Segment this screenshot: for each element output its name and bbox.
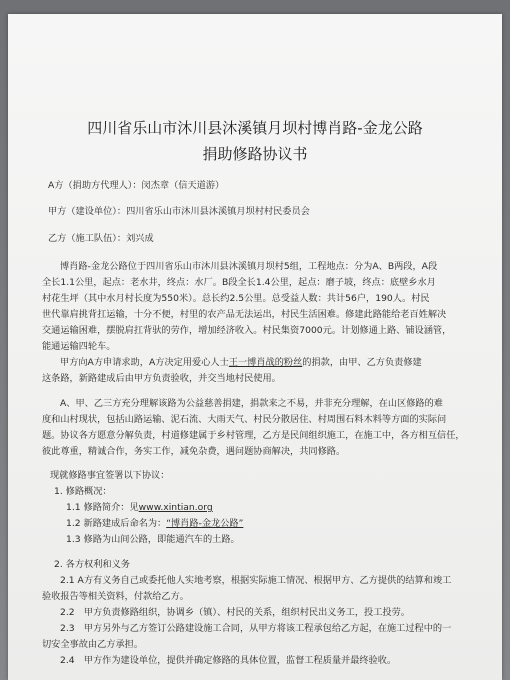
para1-line: 村花生坪（其中水月村长度为550米）。总长约2.5公里。总受益人数：共计56户，190人。村民 — [42, 293, 430, 304]
agreement-paper — [8, 14, 502, 680]
section-2-3-line: 2.3 甲方另外与乙方签订公路建设施工合同，从甲方将该工程承包给乙方起，在施工过程中的一 — [60, 623, 452, 634]
section-2-2: 2.2 甲方负责修路组织，协调乡（镇）、村民的关系，组织村民出义务工，投工投劳。 — [60, 607, 410, 618]
section-2-3-line: 切安全事故由乙方承担。 — [42, 639, 144, 650]
para3-line: 彼此尊重，精诚合作，务实工作，减免杂费，遇问题协商解决，共同修路。 — [42, 446, 346, 457]
section-1-1-label: 1.1 修路简介：见 — [66, 502, 139, 513]
website-link[interactable]: www.xintian.org — [138, 502, 213, 513]
para3-line: 度和山村现状，包括山路运输、泥石流、大雨天气、村民分散居住、村周围石料木料等方面的实际问 — [42, 414, 447, 425]
para1-line: 博肖路-金龙公路位于四川省乐山市沐川县沐溪镇月坝村5组，工程地点：分为A、B两段，A段 — [60, 261, 438, 272]
donor-name: 王一博肖战的粉丝 — [228, 357, 303, 368]
section-1-title: 1. 修路概况： — [54, 486, 112, 497]
para2-line: 这条路，新路建成后由甲方负责验收，并交当地村民使用。 — [42, 373, 281, 384]
para3-line: 题。协议各方愿意分解负责，村道修建属于乡村管理，乙方是民间组织施工，在施工中，各方相互信任， — [42, 430, 465, 441]
section-1-2-label: 1.2 新路建成后命名为： — [66, 518, 167, 529]
section-1-3: 1.3 修路为山间公路，即能通汽车的土路。 — [66, 534, 240, 545]
section-2-4: 2.4 甲方作为建设单位，提供并确定修路的具体位置，监督工程质量并最终验收。 — [60, 655, 397, 666]
document-title: 四川省乐山市沐川县沐溪镇月坝村博肖路-金龙公路 — [87, 119, 423, 137]
para2-after: 的捐款，由甲、乙方负责修建 — [302, 357, 422, 368]
para1-line: 能通运输四轮车。 — [42, 341, 116, 352]
section-2-1-line: 验收报告等相关资料，付款给乙方。 — [42, 591, 189, 602]
para3-line: A、甲、乙三方充分理解该路为公益慈善捐建，捐款来之不易，并非充分理解，在山区修路的难 — [60, 398, 443, 409]
para2-line — [60, 357, 422, 369]
para1-line: 世代靠肩挑背扛运输，十分不便，村里的农产品无法运出，村民生活困难。修建此路能给老百姓解决 — [42, 309, 447, 320]
party-yi: 乙方（施工队伍）：刘兴成 — [48, 233, 154, 244]
party-a: A方（捐助方代理人）：闵杰章（信天道游） — [48, 180, 225, 191]
section-2-title: 2. 各方权利和义务 — [54, 559, 130, 570]
section-1-2 — [66, 518, 243, 530]
section-2-1-line: 2.1 A方有义务自己或委托他人实地考察，根据实际施工情况、根据甲方、乙方提供的结算和竣工 — [60, 575, 452, 586]
para1-line: 全长1.1公里，起点：老水井，终点：水厂。B段全长1.4公里，起点：磨子坡，终点：底壁乡水月 — [42, 277, 436, 288]
agreement-intro: 现就修路事宜签署以下协议： — [50, 470, 170, 481]
document-subtitle: 捐助修路协议书 — [202, 145, 308, 163]
party-jia: 甲方（建设单位）：四川省乐山市沐川县沐溪镇月坝村村民委员会 — [48, 206, 310, 217]
para1-line: 交通运输困难，摆脱肩扛背驮的劳作，增加经济收入。村民集资7000元。计划修通上路、铺设涵管， — [42, 325, 452, 336]
road-name: “博肖路-金龙公路” — [166, 518, 244, 529]
para2-before: 甲方向A方申请求助，A方决定用爱心人士 — [60, 357, 229, 368]
section-1-1 — [66, 502, 213, 514]
